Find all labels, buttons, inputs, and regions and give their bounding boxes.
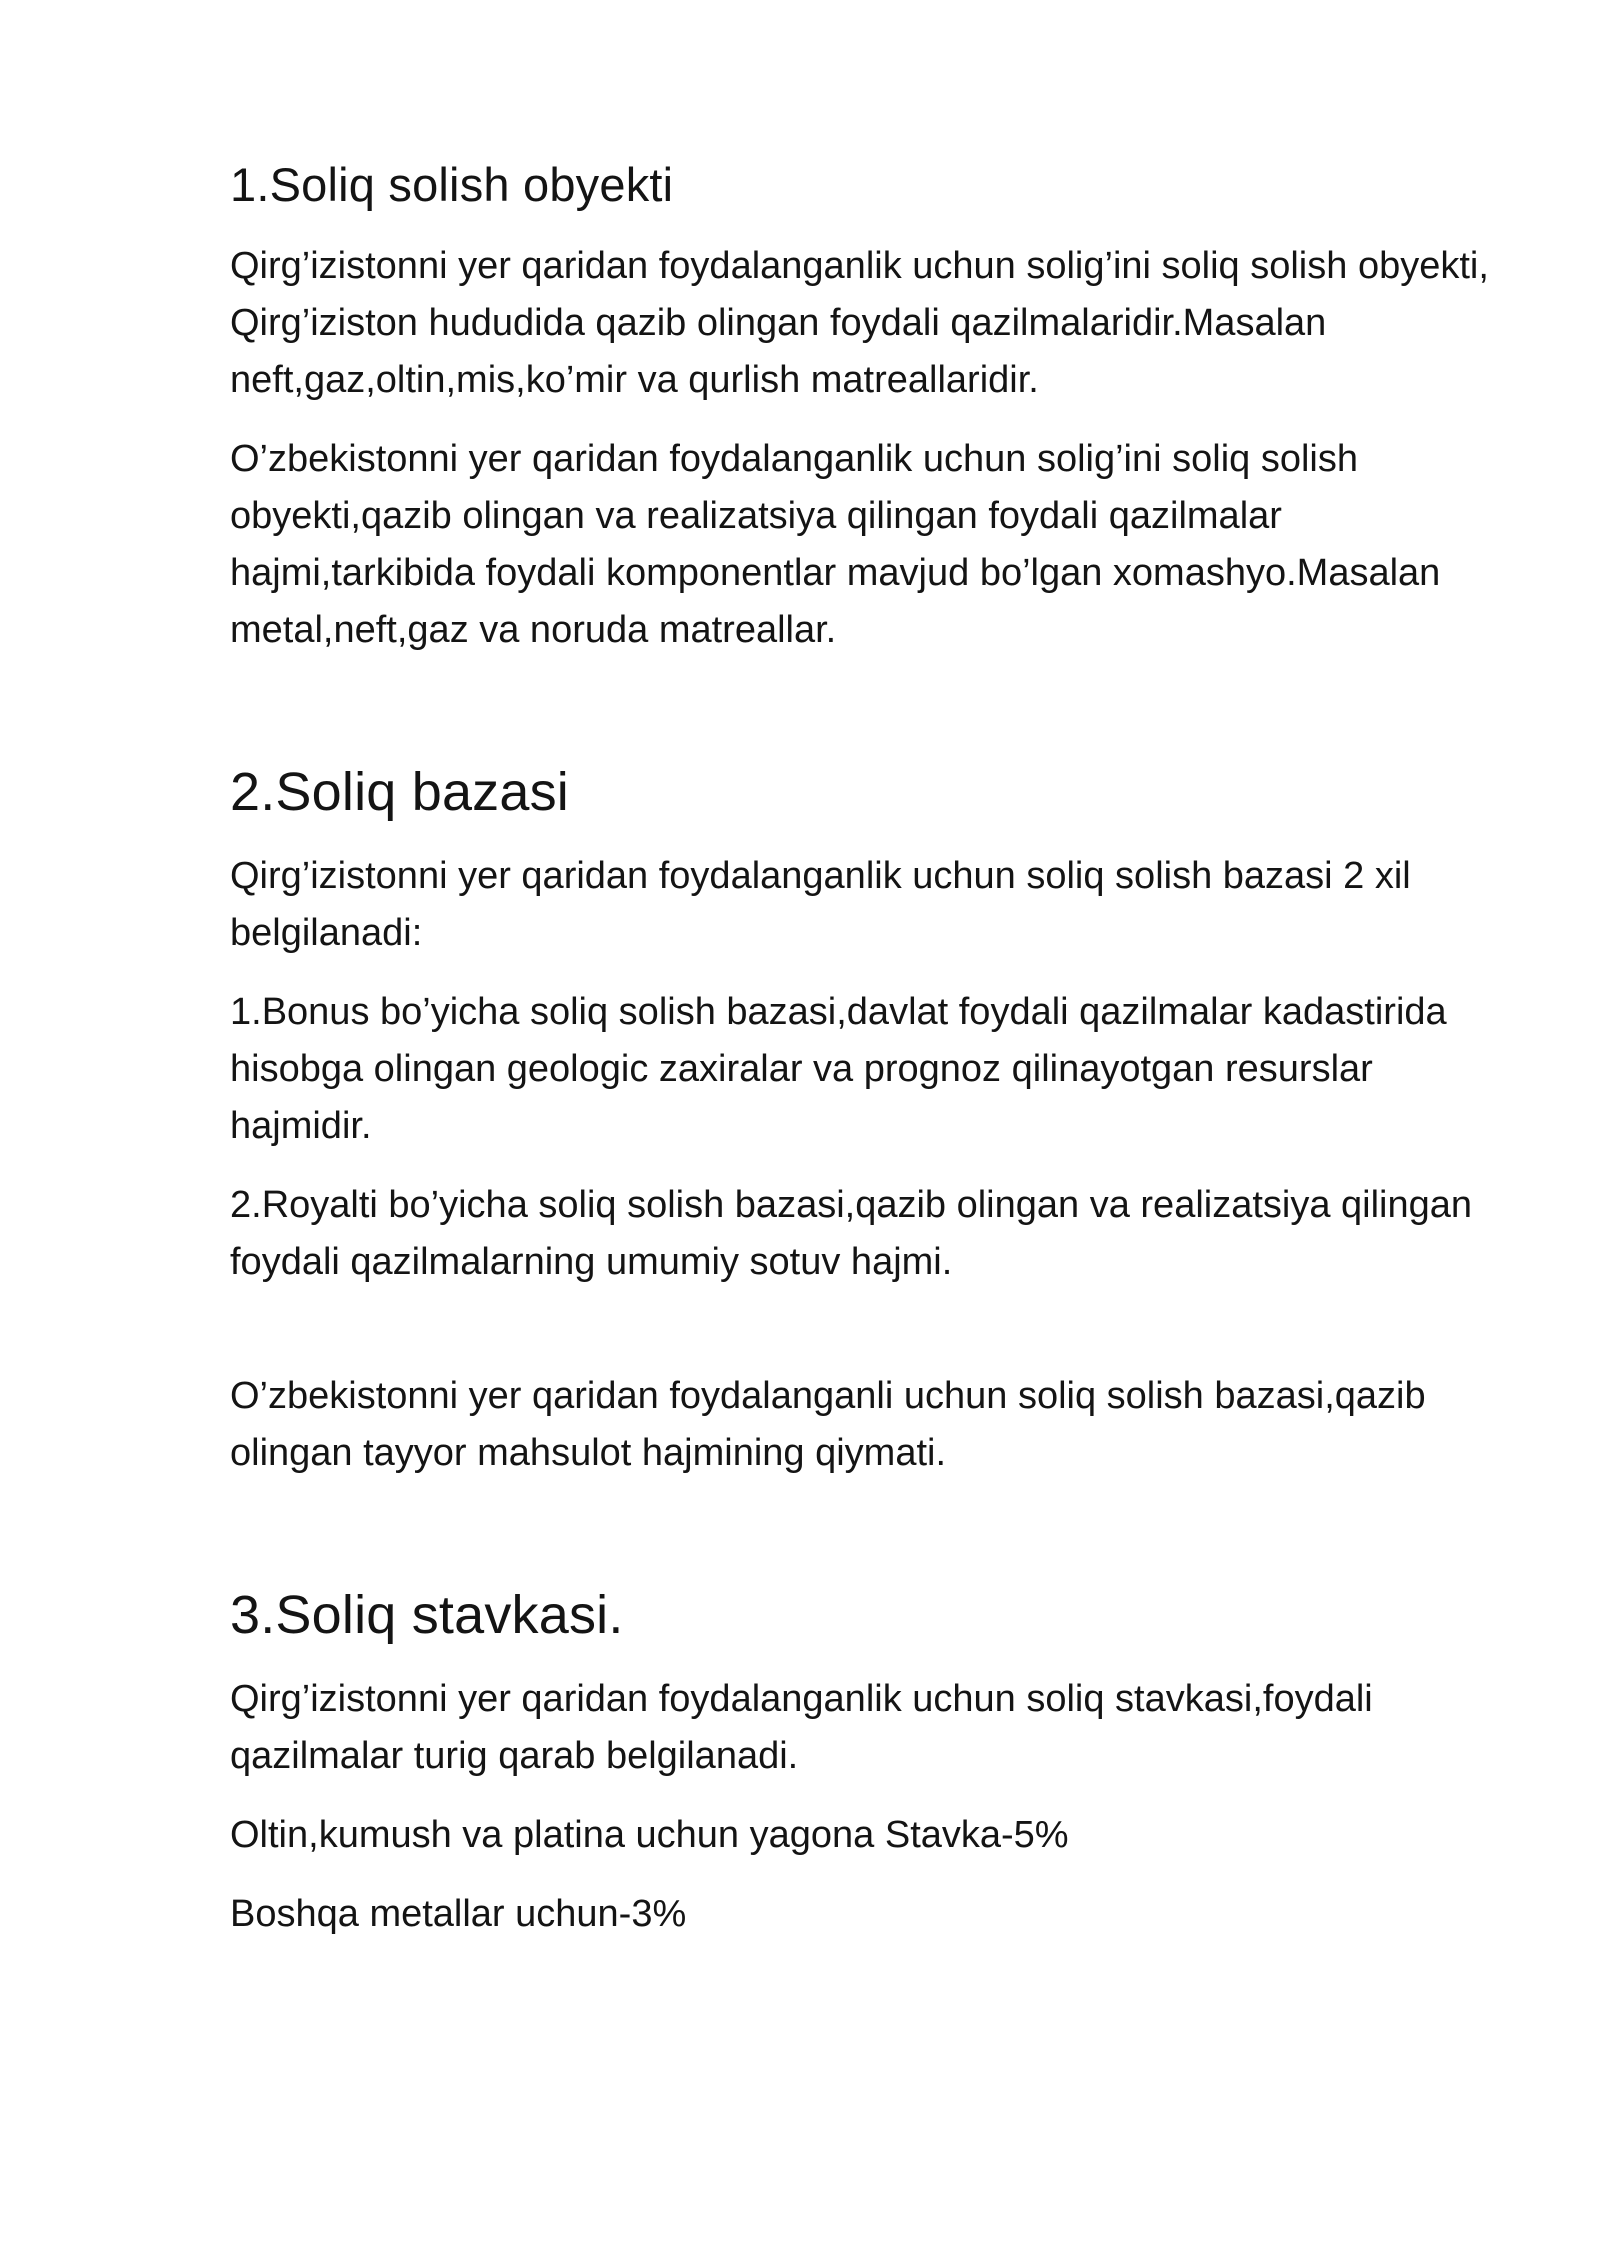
document-body <box>230 150 1510 1965</box>
section-3-heading: 3.Soliq stavkasi. <box>230 1585 624 1645</box>
section-1-heading: 1.Soliq solish obyekti <box>230 158 674 211</box>
section-1-paragraph-1: Qirg’izistonni yer qaridan foydalanganlik uchun solig’ini soliq solish obyekti, Qirg’iziston hududida qazib olingan foydali qazilmalaridir.Masalan neft,gaz,oltin,mis,ko’mir va qurlish matreallaridir. <box>230 245 1489 401</box>
section-2-heading: 2.Soliq bazasi <box>230 762 570 822</box>
section-2-paragraph-1: Qirg’izistonni yer qaridan foydalanganlik uchun soliq solish bazasi 2 xil belgilanadi: <box>230 855 1411 954</box>
section-3-paragraph-3: Boshqa metallar uchun-3% <box>230 1893 687 1935</box>
section-1-paragraph-2: O’zbekistonni yer qaridan foydalanganlik uchun solig’ini soliq solish obyekti,qazib olingan va realizatsiya qilingan foydali qazilmalar hajmi,tarkibida foydali komponentlar mavjud bo’lgan xomashyo.Masalan metal,neft,gaz va noruda matreallar. <box>230 438 1441 651</box>
section-2-paragraph-2: 1.Bonus bo’yicha soliq solish bazasi,davlat foydali qazilmalar kadastirida hisobga olingan geologic zaxiralar va prognoz qilinayotgan resurslar hajmidir. <box>230 991 1447 1147</box>
section-2-paragraph-4: O’zbekistonni yer qaridan foydalanganli uchun soliq solish bazasi,qazib olingan tayyor mahsulot hajmining qiymati. <box>230 1375 1426 1474</box>
section-3-paragraph-2: Oltin,kumush va platina uchun yagona Stavka-5% <box>230 1814 1069 1856</box>
section-2-paragraph-3: 2.Royalti bo’yicha soliq solish bazasi,qazib olingan va realizatsiya qilingan foydali qazilmalarning umumiy sotuv hajmi. <box>230 1184 1473 1283</box>
section-3-paragraph-1: Qirg’izistonni yer qaridan foydalanganlik uchun soliq stavkasi,foydali qazilmalar turig qarab belgilanadi. <box>230 1678 1373 1777</box>
